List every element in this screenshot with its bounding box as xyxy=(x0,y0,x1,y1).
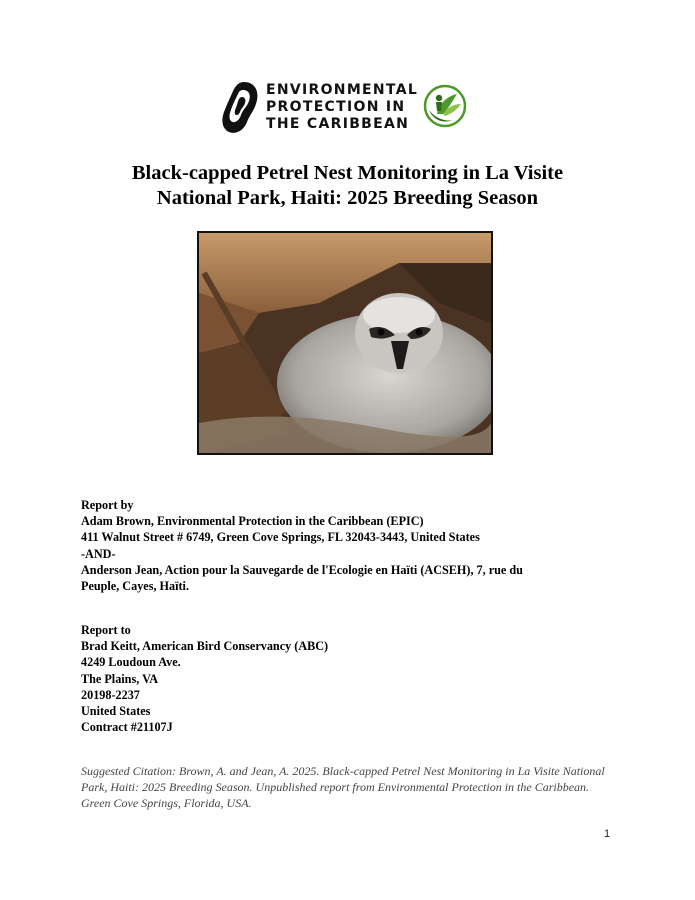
logo-header xyxy=(0,78,695,140)
page-number: 1 xyxy=(604,828,611,840)
epic-logo-line: ENVIRONMENTAL xyxy=(266,82,419,98)
report-by-line: 411 Walnut Street # 6749, Green Cove Springs, FL 32043-3443, United States xyxy=(81,530,480,545)
suggested-citation: Suggested Citation: Brown, A. and Jean, A. 2025. Black-capped Petrel Nest Monitoring in La Visite National Park, Haiti: 2025 Breeding Season. Unpublished report from Environmental Protection in the Caribbean. Green Cove Springs, Florida, USA. xyxy=(81,764,605,811)
report-by-section xyxy=(81,497,641,594)
report-title xyxy=(40,161,655,211)
photo-illustration xyxy=(199,233,491,453)
report-title-line: Black-capped Petrel Nest Monitoring in La Visite xyxy=(131,162,564,184)
report-to-section xyxy=(81,622,641,735)
epic-logo-line: PROTECTION IN xyxy=(266,99,406,115)
report-to-line: 4249 Loudoun Ave. xyxy=(81,655,181,670)
report-by-line: Peuple, Cayes, Haïti. xyxy=(81,579,189,594)
report-by-line: Anderson Jean, Action pour la Sauvegarde de l'Ecologie en Haïti (ACSEH), 7, rue du xyxy=(81,562,523,577)
report-to-line: The Plains, VA xyxy=(81,671,159,686)
report-to-line: 20198-2237 xyxy=(81,687,140,702)
report-by-line: Adam Brown, Environmental Protection in the Caribbean (EPIC) xyxy=(81,514,424,529)
report-to-line: United States xyxy=(81,704,151,719)
acseh-logo-icon xyxy=(423,84,467,128)
report-to-heading: Report to xyxy=(81,623,131,637)
epic-logo-line: THE CARIBBEAN xyxy=(266,116,410,132)
report-title-line: National Park, Haiti: 2025 Breeding Season xyxy=(156,187,539,209)
epic-logo-icon xyxy=(220,80,260,136)
petrel-chick-photo xyxy=(197,231,493,455)
report-to-line: Brad Keitt, American Bird Conservancy (ABC) xyxy=(81,639,329,654)
report-to-line: Contract #21107J xyxy=(81,720,173,735)
report-by-heading: Report by xyxy=(81,498,134,512)
epic-logo-text xyxy=(266,82,419,133)
report-by-line: -AND- xyxy=(81,546,116,561)
